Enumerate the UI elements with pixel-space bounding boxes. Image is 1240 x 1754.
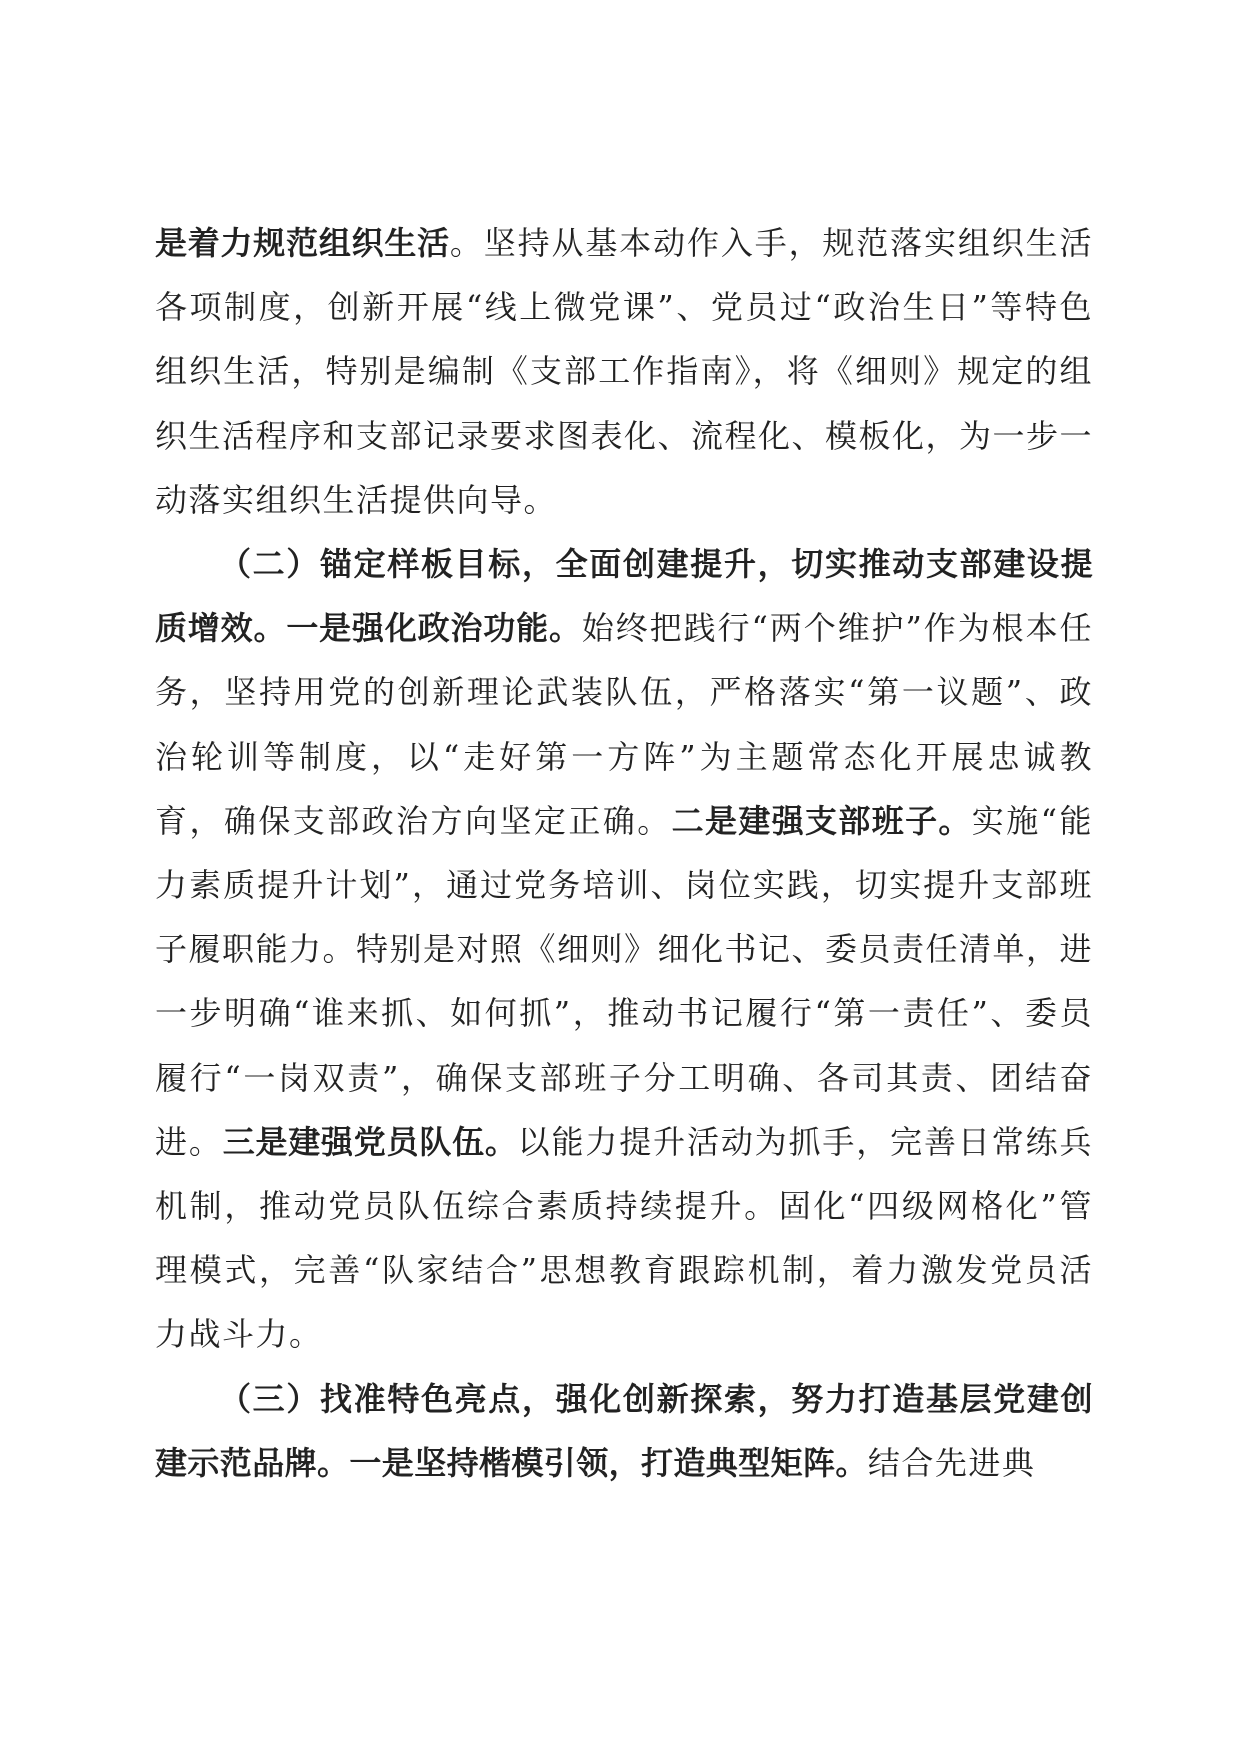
paragraph-section-two <box>155 532 1093 1367</box>
paragraph-lead-bold: 是着力规范组织生活 <box>155 224 450 262</box>
paragraph-text: 结合先进典 <box>867 1443 1036 1482</box>
paragraph-text: 实施“能力素质提升计划”，通过党务培训、岗位实践，切实提升支部班子履职能力。特别是对照《细则》细化书记、委员责任清单，进一步明确“谁来抓、如何抓”，推动书记履行“第一责任”、委员履行“一岗双责”，确保支部班子分工明确、各司其责、团结奋进。 <box>155 801 1094 1161</box>
paragraph-text: 始终把践行“两个维护”作为根本任务，坚持用党的创新理论武装队伍，严格落实“第一议题”、政治轮训等制度，以“走好第一方阵”为主题常态化开展忠诚教育，确保支部政治方向坚定正确。 <box>155 609 1093 840</box>
subpoint-heading-bold: 二是建强支部班子。 <box>671 801 972 840</box>
document-body <box>155 211 1093 1495</box>
paragraph-text: 以能力提升活动为抓手，完善日常练兵机制，推动党员队伍综合素质持续提升。固化“四级网格化”管理模式，完善“队家结合”思想教育跟踪机制，着力激发党员活力战斗力。 <box>155 1122 1093 1354</box>
paragraph-text: 。坚持从基本动作入手，规范落实组织生活各项制度，创新开展“线上微党课”、党员过“政治生日”等特色组织生活，特别是编制《支部工作指南》，将《细则》规定的组织生活程序和支部记录要求图表化、流程化、模板化，为一步一动落实组织生活提供向导。 <box>155 224 1094 519</box>
section-heading-two: （二）锚定样板目标，全面创建提升，切实推动支部建设提质增效。一是强化政治功能。 <box>155 545 1093 648</box>
subpoint-heading-bold: 三是建强党员队伍。 <box>222 1122 518 1161</box>
paragraph-org-life <box>155 211 1093 532</box>
paragraph-section-three <box>155 1367 1093 1495</box>
section-heading-three: （三）找准特色亮点，强化创新探索，努力打造基层党建创建示范品牌。一是坚持楷模引领，打造典型矩阵。 <box>155 1379 1093 1482</box>
